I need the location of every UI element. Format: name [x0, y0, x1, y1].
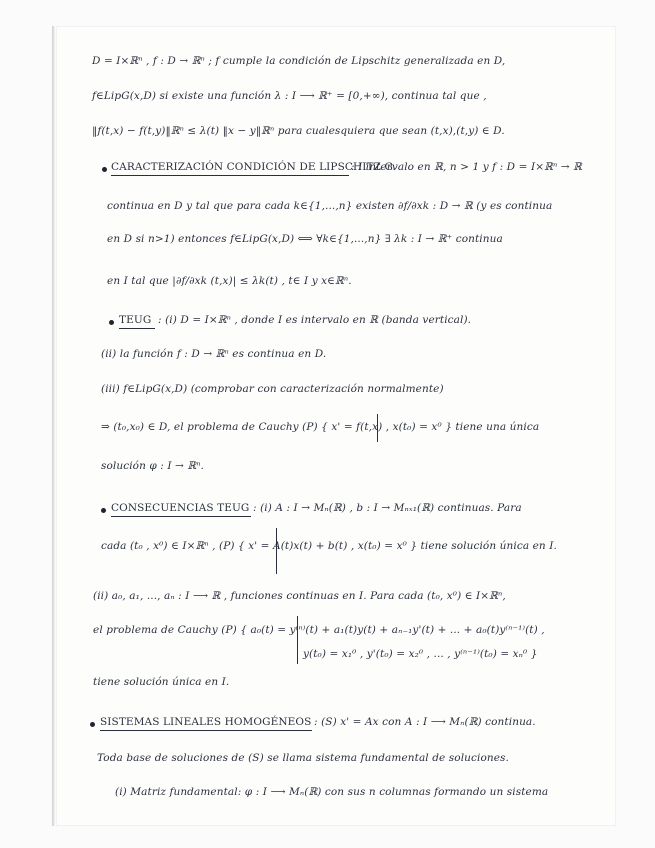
teug-line-1: : (i) D = I×ℝⁿ , donde I es intervalo en ℝ (banda vertical). [158, 314, 472, 326]
caracterizacion-line-4: en I tal que |∂f/∂xk (t,x)| ≤ λk(t) , t∈ I y x∈ℝⁿ. [107, 275, 352, 287]
teug-line-3: (iii) f∈LipG(x,D) (comprobar con caracterización normalmente) [101, 383, 444, 395]
sistemas-line-2: Toda base de soluciones de (S) se llama sistema fundamental de soluciones. [97, 752, 509, 764]
bullet-teug [109, 320, 114, 325]
heading-caracterizacion: CARACTERIZACIÓN CONDICIÓN DE LIPSCHITZ G. [111, 161, 396, 173]
heading-teug: TEUG [119, 314, 152, 326]
bullet-caracterizacion [102, 167, 107, 172]
heading-underline-consecuencias [111, 516, 251, 517]
bullet-consecuencias [101, 508, 106, 513]
caracterizacion-line-3: en D si n>1) entonces f∈LipG(x,D) ⟺ ∀k∈{1,...,n} ∃ λk : I → ℝ⁺ continua [107, 233, 503, 245]
heading-underline-caracterizacion [111, 175, 349, 176]
heading-underline-teug [119, 328, 155, 329]
consecuencias-line-2: cada (t₀ , x⁰) ∈ I×ℝⁿ , (P) { x' = A(t)x(t) + b(t) , x(t₀) = x⁰ } tiene solución única en I. [101, 540, 557, 552]
sistemas-line-3: (i) Matriz fundamental: φ : I ⟶ Mₙ(ℝ) con sus n columnas formando un sistema [115, 786, 549, 798]
teug-line-4: ⇒ (t₀,x₀) ∈ D, el problema de Cauchy (P) { x' = f(t,x) , x(t₀) = x⁰ } tiene una única [101, 421, 540, 433]
heading-underline-sistemas [100, 730, 312, 731]
consecuencias-line-1: : (i) A : I → Mₙ(ℝ) , b : I → Mₙₓ₁(ℝ) continuas. Para [253, 502, 522, 514]
definition-line-2: f∈LipG(x,D) si existe una función λ : I ⟶ ℝ⁺ = [0,+∞), continua tal que , [92, 90, 487, 102]
teug-line-2: (ii) la función f : D → ℝⁿ es continua en D. [101, 348, 327, 360]
page-shadow-edge [52, 26, 55, 826]
heading-consecuencias: CONSECUENCIAS TEUG [111, 502, 250, 514]
consecuencias-line-4: el problema de Cauchy (P) { a₀(t) = y⁽ⁿ⁾(t) + a₁(t)y(t) + aₙ₋₁y'(t) + ... + a₀(t)y⁽ⁿ⁻¹⁾(t) , [93, 624, 545, 636]
caracterizacion-line-2: continua en D y tal que para cada k∈{1,...,n} existen ∂f/∂xk : D → ℝ (y es continua [107, 200, 553, 212]
sistemas-line-1: : (S) x' = Ax con A : I ⟶ Mₙ(ℝ) continua. [314, 716, 536, 728]
bullet-sistemas [90, 722, 95, 727]
consecuencias-line-5: y(t₀) = x₁⁰ , y'(t₀) = x₂⁰ , ... , y⁽ⁿ⁻¹⁾(t₀) = xₙ⁰ } [303, 648, 538, 660]
definition-line-1: D = I×ℝⁿ , f : D → ℝⁿ ; f cumple la condición de Lipschitz generalizada en D, [92, 55, 506, 67]
caracterizacion-line-1: : I intervalo en ℝ, n > 1 y f : D = I×ℝⁿ → ℝ [351, 161, 582, 173]
teug-line-5: solución φ : I → ℝⁿ. [101, 460, 204, 472]
consecuencias-line-6: tiene solución única en I. [93, 676, 230, 688]
definition-line-3: ‖f(t,x) − f(t,y)‖ℝⁿ ≤ λ(t) ‖x − y‖ℝⁿ para cualesquiera que sean (t,x),(t,y) ∈ D. [92, 125, 505, 137]
heading-sistemas: SISTEMAS LINEALES HOMOGÉNEOS [100, 716, 312, 728]
consecuencias-line-3: (ii) a₀, a₁, ..., aₙ : I ⟶ ℝ , funciones continuas en I. Para cada (t₀, x⁰) ∈ I×ℝⁿ, [93, 590, 506, 602]
